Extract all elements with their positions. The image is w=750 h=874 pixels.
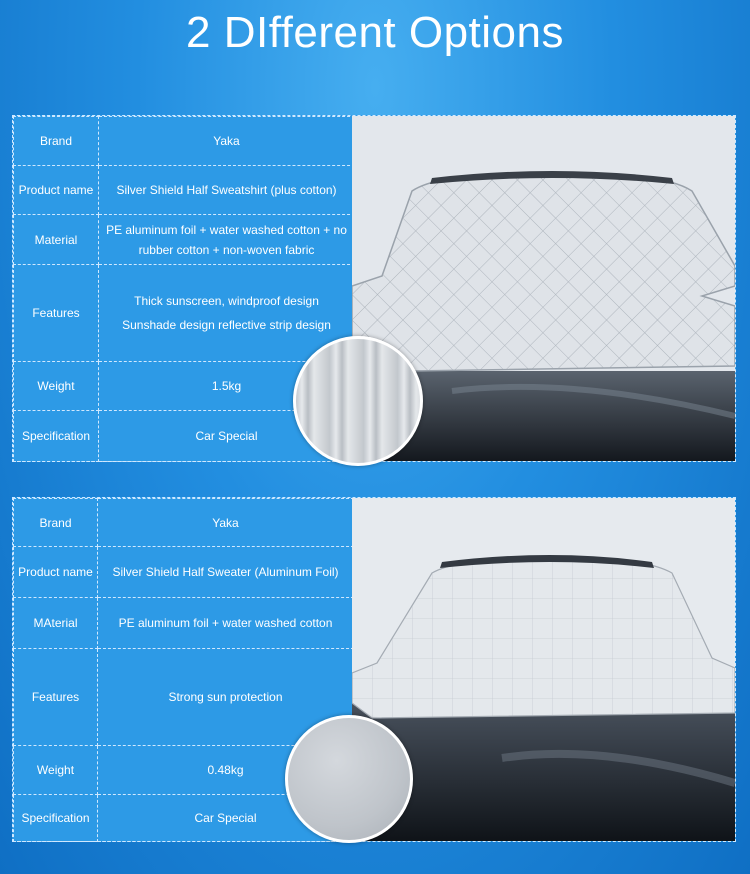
spec-key-product-name: Product name — [14, 547, 98, 598]
table-row — [14, 598, 354, 649]
spec-key-weight: Weight — [14, 362, 99, 411]
spec-key-weight: Weight — [14, 746, 98, 795]
spec-value-line: Thick sunscreen, windproof design — [134, 294, 319, 308]
spec-value-product-name: Silver Shield Half Sweater (Aluminum Foil) — [98, 547, 354, 598]
spec-value-features: Strong sun protection — [98, 649, 354, 746]
spec-key-specification: Specification — [14, 795, 98, 842]
spec-value-specification: Car Special — [98, 795, 354, 842]
spec-value-features — [99, 265, 355, 362]
spec-value-material: PE aluminum foil + water washed cotton — [98, 598, 354, 649]
spec-value-line: PE aluminum foil + water washed cotton + no — [106, 222, 347, 237]
spec-key-features: Features — [14, 649, 98, 746]
spec-value-product-name: Silver Shield Half Sweatshirt (plus cotton) — [99, 166, 355, 215]
spec-value-weight: 1.5kg — [99, 362, 355, 411]
table-row — [14, 265, 355, 362]
spec-key-features: Features — [14, 265, 99, 362]
page-title: 2 DIfferent Options — [186, 8, 564, 57]
table-row — [14, 166, 355, 215]
spec-key-material: Material — [14, 215, 99, 265]
table-row — [14, 547, 354, 598]
table-row — [14, 215, 355, 265]
spec-key-material: MAterial — [14, 598, 98, 649]
spec-value-line: Sunshade design reflective strip design — [122, 318, 331, 332]
spec-key-brand: Brand — [14, 117, 99, 166]
table-row — [14, 649, 354, 746]
spec-key-product-name: Product name — [14, 166, 99, 215]
spec-value-brand: Yaka — [98, 499, 354, 547]
spec-value-specification: Car Special — [99, 411, 355, 462]
fabric-texture-zoom-foil — [285, 715, 413, 843]
spec-value-material — [99, 215, 355, 265]
fabric-texture-zoom-quilted — [293, 336, 423, 466]
spec-key-brand: Brand — [14, 499, 98, 547]
spec-value-weight: 0.48kg — [98, 746, 354, 795]
spec-value-line: rubber cotton + non-woven fabric — [138, 242, 315, 257]
table-row — [14, 499, 354, 547]
table-row — [14, 117, 355, 166]
option-panel-2 — [12, 497, 736, 842]
option-panel-1 — [12, 115, 736, 462]
spec-key-specification: Specification — [14, 411, 99, 462]
spec-value-brand: Yaka — [99, 117, 355, 166]
